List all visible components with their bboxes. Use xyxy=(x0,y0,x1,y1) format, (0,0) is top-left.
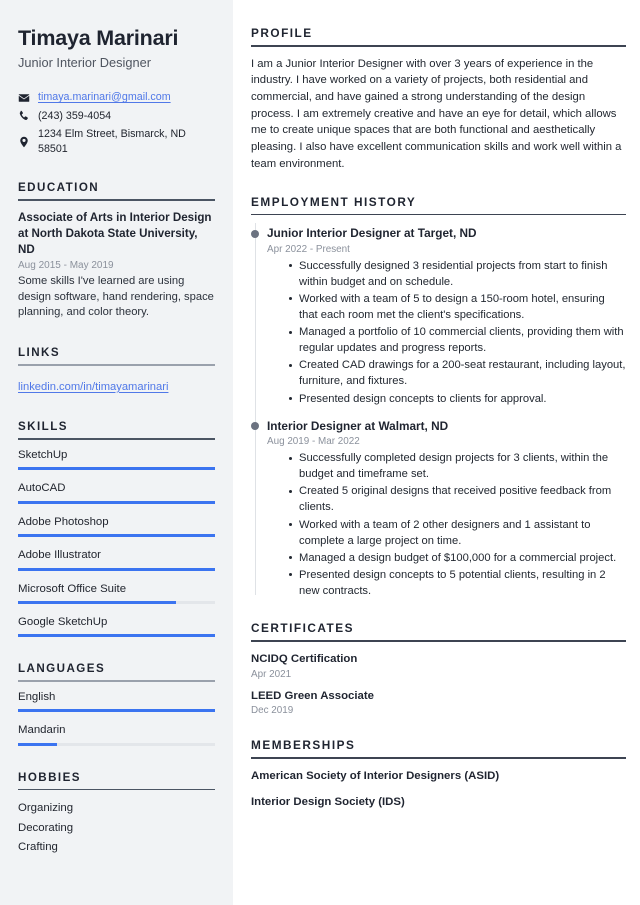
skill-item xyxy=(18,448,215,470)
skill-meter-fill xyxy=(18,601,176,604)
employment-entry xyxy=(267,226,626,406)
page-title: Timaya Marinari xyxy=(18,26,179,50)
envelope-icon xyxy=(18,92,30,104)
certificates-list xyxy=(251,642,626,717)
membership-item: American Society of Interior Designers (ASID) xyxy=(251,769,500,782)
skills-list xyxy=(18,440,215,637)
hobbies-list xyxy=(18,790,215,858)
skill-meter xyxy=(18,634,215,637)
employment-bullets xyxy=(267,258,626,407)
certificate-date: Apr 2021 xyxy=(251,668,292,680)
memberships-list xyxy=(251,759,626,810)
skill-meter xyxy=(18,601,215,604)
employment-bullets xyxy=(267,450,626,599)
section-heading-links: LINKS xyxy=(18,346,61,360)
location-pin-icon xyxy=(18,136,30,148)
contact-list xyxy=(18,90,215,156)
employment-bullet: Created 5 original designs that received positive feedback from clients. xyxy=(289,483,626,515)
sidebar xyxy=(0,0,233,905)
certificate-name: NCIDQ Certification xyxy=(251,652,358,665)
section-heading-hobbies: HOBBIES xyxy=(18,770,81,784)
employment-timeline xyxy=(251,215,626,599)
section-heading-languages: LANGUAGES xyxy=(18,662,106,676)
employment-bullet: Managed a design budget of $100,000 for a commercial project. xyxy=(289,550,626,566)
employment-bullet: Successfully designed 3 residential projects from start to finish within budget and on schedule. xyxy=(289,258,626,290)
language-item xyxy=(18,723,215,745)
employment-title: Interior Designer at Walmart, ND xyxy=(267,418,449,433)
contact-address-text: 1234 Elm Street, Bismarck, ND 58501 xyxy=(38,128,186,155)
employment-bullet: Presented design concepts to 5 potential clients, resulting in 2 new contracts. xyxy=(289,567,626,599)
employment-bullet: Worked with a team of 2 other designers and 1 assistant to complete a large project on time. xyxy=(289,517,626,549)
section-languages xyxy=(18,662,215,745)
profile-text: I am a Junior Interior Designer with over 3 years of experience in the industry. I have worked on a variety of projects, both residential and commercial, and have gained a strong understanding of the design process. I am extremely creative and have an eye for detail, which allows me to create unique spaces that are both functional and aesthetically pleasing. I also have excellent communication skills and work well within a team environment. xyxy=(251,57,622,170)
skill-label: Adobe Illustrator xyxy=(18,549,101,562)
section-heading-skills: SKILLS xyxy=(18,420,68,434)
skill-meter xyxy=(18,534,215,537)
skill-meter-fill xyxy=(18,634,215,637)
main-column xyxy=(233,0,640,905)
job-title-subtitle: Junior Interior Designer xyxy=(18,54,152,70)
membership-item: Interior Design Society (IDS) xyxy=(251,795,405,808)
section-heading-education: EDUCATION xyxy=(18,181,100,195)
language-meter-fill xyxy=(18,743,57,746)
skill-meter xyxy=(18,501,215,504)
section-heading-employment: EMPLOYMENT HISTORY xyxy=(251,194,417,209)
contact-email-text[interactable]: timaya.marinari@gmail.com xyxy=(38,91,171,104)
skill-item xyxy=(18,515,215,537)
section-heading-profile: PROFILE xyxy=(251,26,313,40)
employment-bullet: Managed a portfolio of 10 commercial clients, providing them with regular updates and progress reports. xyxy=(289,324,626,356)
hobby-item: Crafting xyxy=(18,841,58,854)
certificate-item xyxy=(251,689,626,717)
section-skills xyxy=(18,420,215,637)
education-date: Aug 2015 - May 2019 xyxy=(18,259,114,271)
skill-item xyxy=(18,548,215,570)
employment-bullet: Worked with a team of 5 to design a 150-room hotel, ensuring that each room met the client's specifications. xyxy=(289,291,626,323)
skill-label: Google SketchUp xyxy=(18,615,108,628)
section-heading-certificates: CERTIFICATES xyxy=(251,621,354,636)
contact-phone-text: (243) 359-4054 xyxy=(38,109,112,122)
language-item xyxy=(18,690,215,712)
employment-bullet: Created CAD drawings for a 200-seat restaurant, including layout, furniture, and fixtures. xyxy=(289,357,626,389)
skill-label: Microsoft Office Suite xyxy=(18,582,127,595)
section-links xyxy=(18,346,215,395)
hobby-item: Organizing xyxy=(18,802,74,815)
education-degree: Associate of Arts in Interior Design at North Dakota State University, ND xyxy=(18,210,212,256)
employment-date: Apr 2022 - Present xyxy=(267,243,350,255)
skill-item xyxy=(18,615,215,637)
phone-icon xyxy=(18,110,30,122)
link-item-linkedin[interactable]: linkedin.com/in/timayamarinari xyxy=(18,380,169,393)
language-label: Mandarin xyxy=(18,724,66,737)
section-memberships xyxy=(251,738,626,809)
skill-meter-fill xyxy=(18,501,215,504)
language-meter-fill xyxy=(18,709,215,712)
employment-entry xyxy=(267,419,626,599)
contact-email[interactable] xyxy=(18,90,215,104)
section-employment-history xyxy=(251,195,626,600)
timeline-dot-icon xyxy=(251,230,259,238)
section-profile xyxy=(251,26,626,173)
hobby-item: Decorating xyxy=(18,821,74,834)
skill-meter-fill xyxy=(18,467,215,470)
skill-meter-fill xyxy=(18,534,215,537)
education-description: Some skills I've learned are using design software, hand rendering, space planning, and color theory. xyxy=(18,274,214,319)
section-certificates xyxy=(251,621,626,716)
skill-meter-fill xyxy=(18,568,215,571)
skill-label: Adobe Photoshop xyxy=(18,515,109,528)
timeline-dot-icon xyxy=(251,422,259,430)
language-meter xyxy=(18,743,215,746)
section-heading-memberships: MEMBERSHIPS xyxy=(251,738,356,753)
certificate-item xyxy=(251,652,626,680)
skill-item xyxy=(18,582,215,604)
language-meter xyxy=(18,709,215,712)
language-label: English xyxy=(18,690,56,703)
certificate-name: LEED Green Associate xyxy=(251,689,375,702)
certificate-date: Dec 2019 xyxy=(251,705,294,717)
skill-item xyxy=(18,481,215,503)
employment-date: Aug 2019 - Mar 2022 xyxy=(267,436,360,447)
employment-bullet: Presented design concepts to clients for approval. xyxy=(289,391,626,407)
languages-list xyxy=(18,682,215,746)
contact-address xyxy=(18,127,215,156)
skill-meter xyxy=(18,467,215,470)
contact-phone xyxy=(18,109,215,123)
skill-meter xyxy=(18,568,215,571)
skill-label: SketchUp xyxy=(18,449,68,462)
employment-bullet: Successfully completed design projects for 3 clients, within the budget and timeframe set. xyxy=(289,450,626,482)
skill-label: AutoCAD xyxy=(18,482,66,495)
section-education xyxy=(18,181,215,321)
section-hobbies xyxy=(18,771,215,858)
employment-title: Junior Interior Designer at Target, ND xyxy=(267,226,477,241)
